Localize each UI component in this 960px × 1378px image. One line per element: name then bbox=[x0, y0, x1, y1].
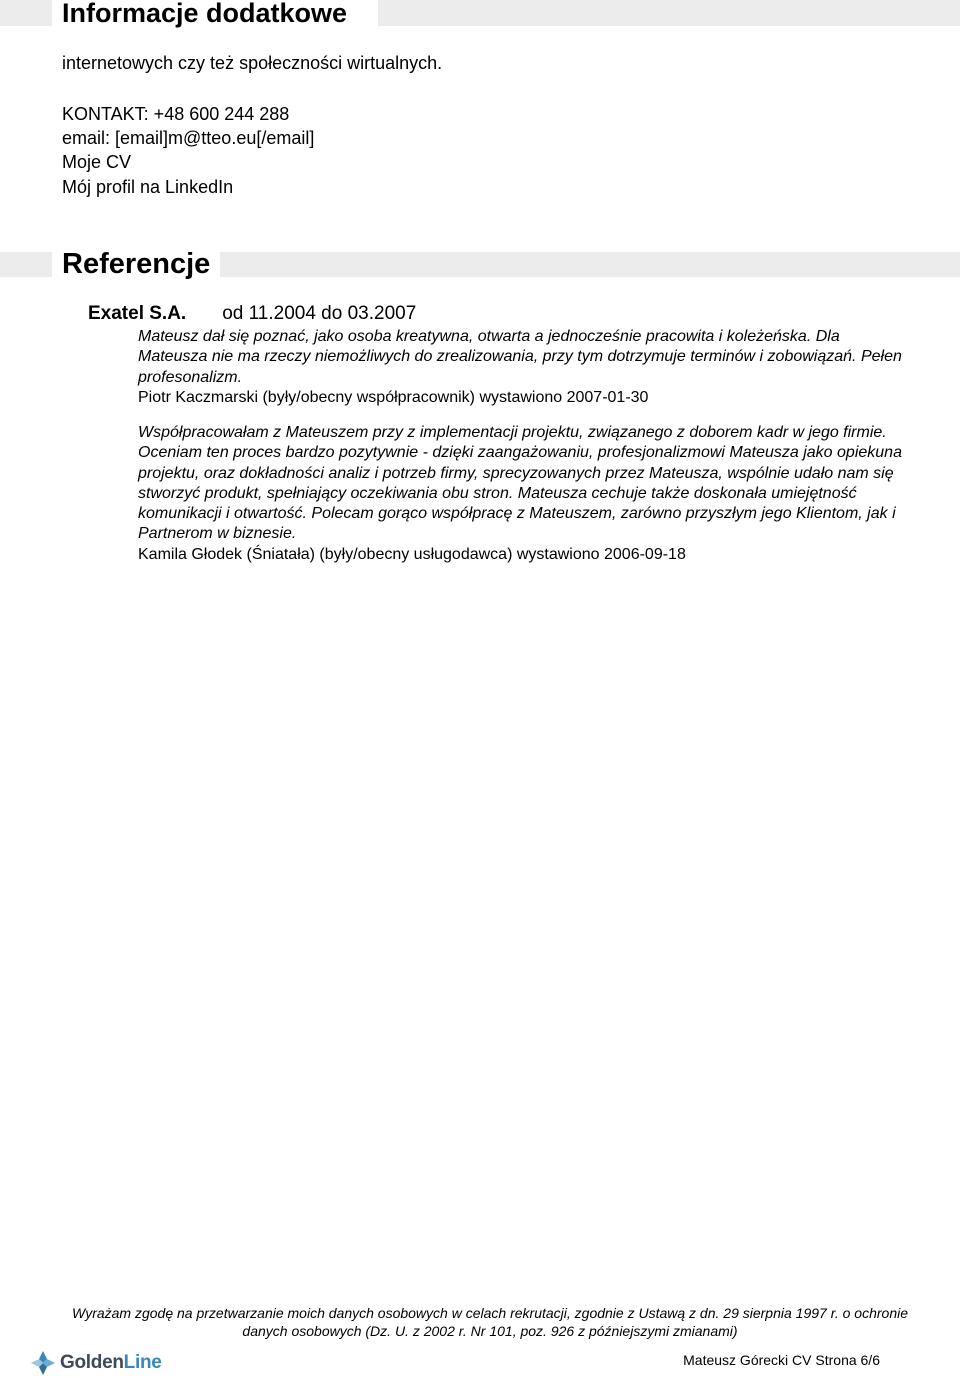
contact-phone: KONTAKT: +48 600 244 288 bbox=[62, 104, 290, 124]
reference-company-row bbox=[88, 302, 416, 326]
section-bar-right bbox=[378, 0, 960, 26]
reference-author: Kamila Głodek (Śniatała) (były/obecny usługodawca) wystawiono 2006-09-18 bbox=[138, 545, 686, 563]
goldenline-logo-text: GoldenLine bbox=[60, 1352, 162, 1373]
reference-item bbox=[138, 327, 908, 408]
reference-text: Mateusz dał się poznać, jako osoba kreatywna, otwarta a jednocześnie pracowita i koleżeńska. Dla Mateusza nie ma rzeczy niemożliwych do zrealizowania, przy tym dotrzymuje terminów i zobowiązań. Pełen profesonalizm. bbox=[138, 328, 902, 386]
reference-company: Exatel S.A. bbox=[88, 303, 187, 324]
reference-item bbox=[138, 423, 908, 565]
section-bar-left bbox=[0, 0, 52, 26]
section-title-additional-info: Informacje dodatkowe bbox=[62, 0, 348, 28]
goldenline-logo bbox=[30, 1350, 162, 1376]
section-title-references: Referencje bbox=[62, 248, 211, 280]
section-bar-right bbox=[220, 252, 960, 277]
reference-author: Piotr Kaczmarski (były/obecny współpracownik) wystawiono 2007-01-30 bbox=[138, 388, 649, 406]
page-number: Mateusz Górecki CV Strona 6/6 bbox=[683, 1352, 880, 1368]
contact-email: email: [email]m@tteo.eu[/email] bbox=[62, 128, 315, 148]
cv-link[interactable]: Moje CV bbox=[62, 152, 132, 172]
info-text-line: internetowych czy też społeczności wirtualnych. bbox=[62, 53, 443, 73]
section-bar-left bbox=[0, 252, 52, 277]
goldenline-logo-icon bbox=[30, 1350, 56, 1376]
reference-period: od 11.2004 do 03.2007 bbox=[222, 303, 417, 324]
reference-text: Współpracowałam z Mateuszem przy z implementacji projektu, związanego z doborem kadr w jego firmie. Oceniam ten proces bardzo pozytywnie - dzięki zaangażowaniu, profesjonalizmowi Mateusza jako opiekuna projektu, oraz dokładności analiz i potrzeb firmy, sprecyzowanych przez Mateusza, wspólnie udało nam się stworzyć produkt, spełniający oczekiwania obu stron. Mateusza cechuje także doskonała umiejętność komunikacji i otwartość. Polecam gorąco współpracę z Mateuszem, zarówno przyszłym jego Klientom, jak i Partnerom w biznesie. bbox=[138, 424, 902, 543]
gdpr-consent: Wyrażam zgodę na przetwarzanie moich danych osobowych w celach rekrutacji, zgodnie z Ustawą z dn. 29 sierpnia 1997 r. o ochronie danych osobowych (Dz. U. z 2002 r. Nr 101, poz. 926 z późniejszymi zmianami) bbox=[71, 1305, 908, 1339]
linkedin-link[interactable]: Mój profil na LinkedIn bbox=[62, 177, 234, 197]
